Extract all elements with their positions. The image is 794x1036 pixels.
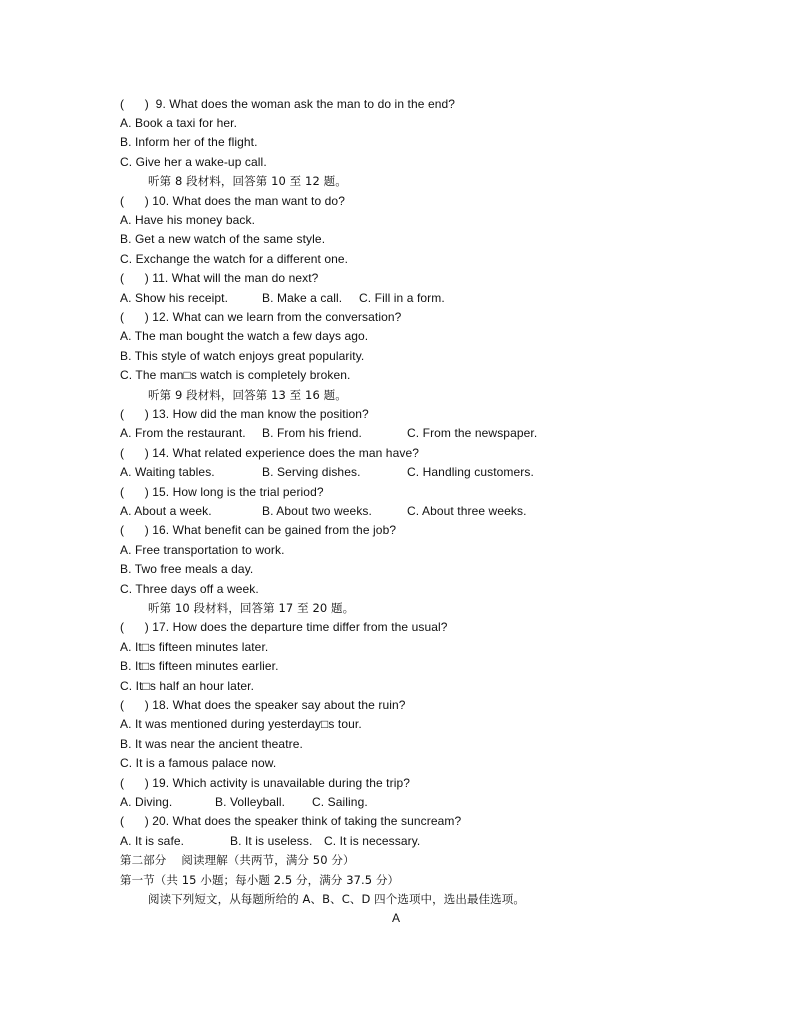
section-heading: 第二部分 阅读理解（共两节，满分 50 分） (120, 853, 355, 868)
answer-options-row (120, 424, 680, 443)
section-heading: 阅读下列短文，从每题所给的 A、B、C、D 四个选项中，选出最佳选项。 (148, 891, 525, 906)
answer-options-row (120, 463, 680, 482)
answer-option: A. Show his receipt. (120, 290, 229, 305)
answer-option: B. About two weeks. (262, 503, 372, 518)
answer-option: A. The man bought the watch a few days ago. (120, 329, 369, 344)
answer-option: A. About a week. (120, 503, 212, 518)
answer-option: B. Volleyball. (215, 794, 286, 809)
section-heading: 听第 8 段材料，回答第 10 至 12 题。 (148, 174, 347, 189)
answer-option: B. Get a new watch of the same style. (120, 232, 326, 247)
section-heading: 听第 10 段材料，回答第 17 至 20 题。 (148, 600, 355, 615)
answer-option: B. It□s fifteen minutes earlier. (120, 659, 279, 674)
answer-option: C. About three weeks. (407, 503, 527, 518)
question-stem: ( ) 20. What does the speaker think of taking the suncream? (120, 814, 462, 829)
answer-option: C. Exchange the watch for a different one. (120, 251, 349, 266)
answer-option: B. It was near the ancient theatre. (120, 736, 303, 751)
question-stem: ( ) 14. What related experience does the man have? (120, 445, 419, 460)
answer-option: A. Waiting tables. (120, 465, 215, 480)
answer-options-row (120, 793, 680, 812)
answer-option: A. Book a taxi for her. (120, 115, 238, 130)
answer-option: A. It was mentioned during yesterday□s tour. (120, 717, 362, 732)
answer-option: A. It is safe. (120, 833, 185, 848)
question-stem: ( ) 13. How did the man know the position? (120, 406, 369, 421)
section-heading: 听第 9 段材料，回答第 13 至 16 题。 (148, 387, 347, 402)
answer-option: A. Diving. (120, 794, 173, 809)
question-stem: ( ) 16. What benefit can be gained from the job? (120, 523, 397, 538)
question-stem: ( ) 17. How does the departure time differ from the usual? (120, 620, 448, 635)
question-stem: ( ) 9. What does the woman ask the man to do in the end? (120, 96, 456, 111)
answer-option: C. It is a famous palace now. (120, 756, 277, 771)
answer-option: B. Make a call. (262, 290, 343, 305)
answer-option: C. Fill in a form. (359, 290, 445, 305)
question-stem: ( ) 19. Which activity is unavailable during the trip? (120, 775, 411, 790)
answer-option: A. From the restaurant. (120, 426, 246, 441)
answer-option: C. From the newspaper. (407, 426, 538, 441)
answer-option: B. From his friend. (262, 426, 362, 441)
answer-option: C. The man□s watch is completely broken. (120, 368, 351, 383)
answer-option: B. Inform her of the flight. (120, 135, 258, 150)
answer-option: C. Sailing. (312, 794, 368, 809)
answer-option: B. Two free meals a day. (120, 562, 254, 577)
answer-option: B. It is useless. (230, 833, 313, 848)
answer-option: A. Free transportation to work. (120, 542, 285, 557)
answer-option: A. Have his money back. (120, 212, 256, 227)
answer-options-row (120, 832, 680, 851)
answer-option: B. This style of watch enjoys great popularity. (120, 348, 365, 363)
question-stem: ( ) 18. What does the speaker say about the ruin? (120, 697, 406, 712)
answer-option: C. It□s half an hour later. (120, 678, 255, 693)
section-heading: 第一节（共 15 小题；每小题 2.5 分，满分 37.5 分） (120, 872, 400, 887)
question-stem: ( ) 15. How long is the trial period? (120, 484, 324, 499)
answer-option: C. It is necessary. (324, 833, 421, 848)
question-stem: ( ) 10. What does the man want to do? (120, 193, 345, 208)
passage-label: A (392, 911, 401, 926)
question-stem: ( ) 11. What will the man do next? (120, 271, 319, 286)
answer-options-row (120, 289, 680, 308)
answer-option: B. Serving dishes. (262, 465, 361, 480)
answer-option: C. Three days off a week. (120, 581, 259, 596)
answer-option: A. It□s fifteen minutes later. (120, 639, 269, 654)
answer-option: C. Give her a wake-up call. (120, 154, 267, 169)
question-stem: ( ) 12. What can we learn from the conversation? (120, 309, 402, 324)
answer-option: C. Handling customers. (407, 465, 534, 480)
answer-options-row (120, 502, 680, 521)
